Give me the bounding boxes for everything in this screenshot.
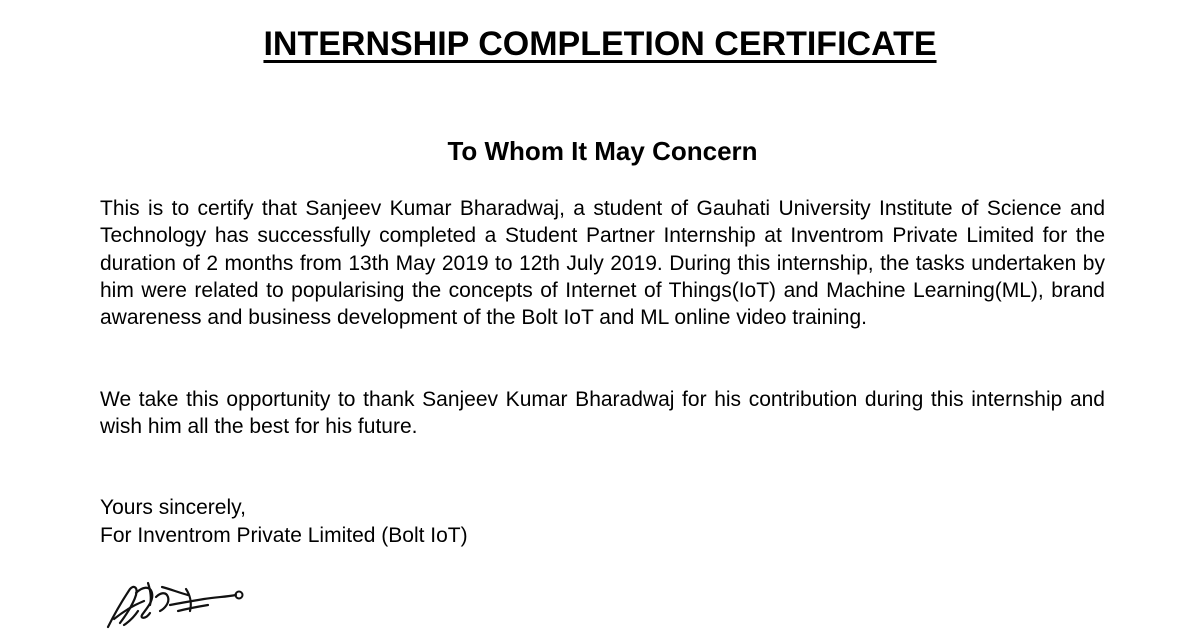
certification-paragraph: This is to certify that Sanjeev Kumar Bharadwaj, a student of Gauhati University Institute of Science and Technology has successfully completed a Student Partner Internship at Inventrom Private Limited for the duration of 2 months from 13th May 2019 to 12th July 2019. During this internship, the tasks undertaken by him were related to popularising the concepts of Internet of Things(IoT) and Machine Learning(ML), brand awareness and business development of the Bolt IoT and ML online video training. [100, 197, 1105, 330]
signature-icon [100, 575, 250, 630]
salutation-heading: To Whom It May Concern [447, 136, 758, 166]
certificate-title: INTERNSHIP COMPLETION CERTIFICATE [263, 25, 937, 63]
thanks-paragraph: We take this opportunity to thank Sanjeev Kumar Bharadwaj for his contribution during this internship and wish him all the best for his future. [100, 388, 1105, 439]
closing-block [100, 494, 468, 549]
company-line: For Inventrom Private Limited (Bolt IoT) [100, 523, 468, 547]
closing-line: Yours sincerely, [100, 496, 246, 519]
